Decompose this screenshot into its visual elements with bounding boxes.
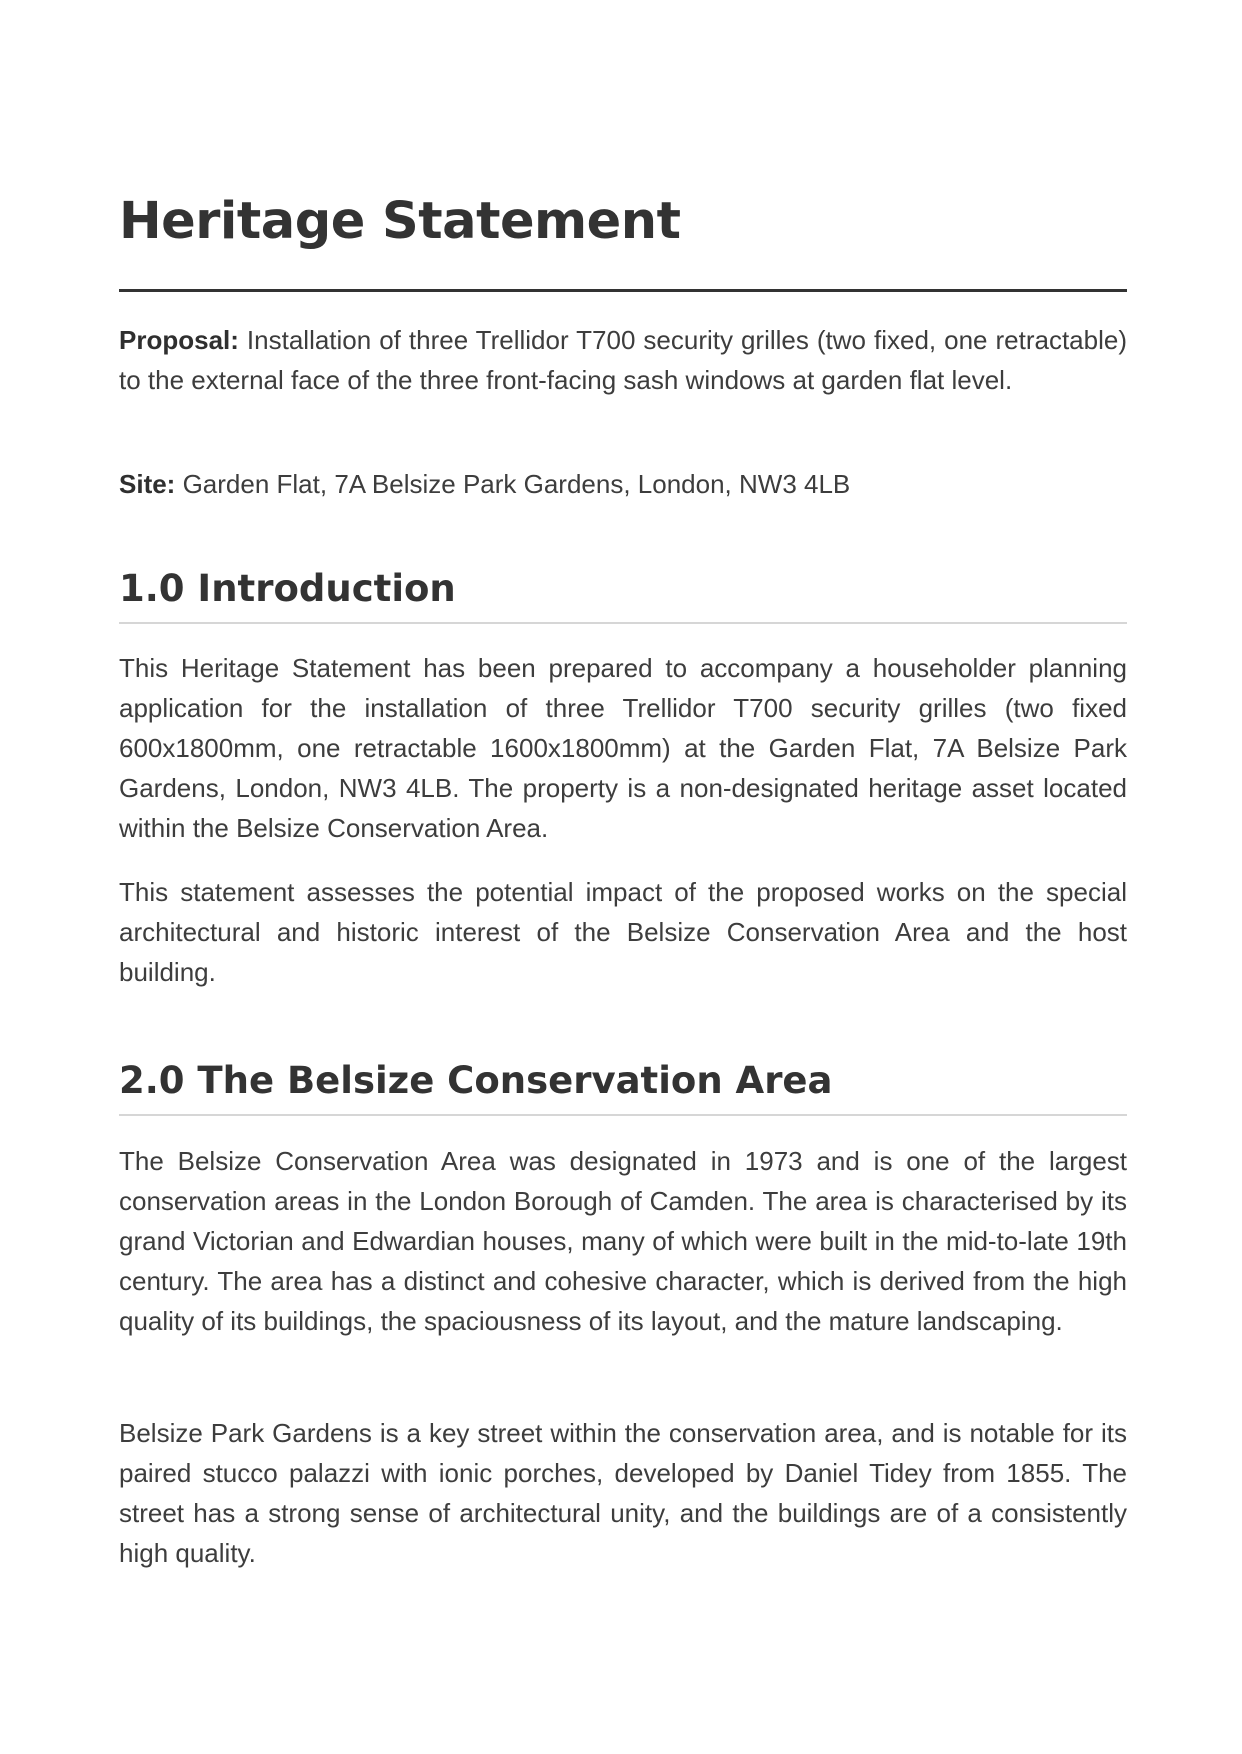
title-divider	[119, 289, 1127, 292]
conservation-paragraph-1: The Belsize Conservation Area was designated in 1973 and is one of the largest conservation areas in the London Borough of Camden. The area is characterised by its grand Victorian and Edwardian houses, many of which were built in the mid-to-late 19th century. The area has a distinct and cohesive character, which is derived from the high quality of its buildings, the spaciousness of its layout, and the mature landscaping.	[119, 1146, 1127, 1336]
proposal-text: Installation of three Trellidor T700 security grilles (two fixed, one retractable) to the external face of the three front-facing sash windows at garden flat level.	[119, 325, 1127, 395]
introduction-paragraph-2: This statement assesses the potential impact of the proposed works on the special architectural and historic interest of the Belsize Conservation Area and the host building.	[119, 877, 1127, 987]
conservation-paragraph-2: Belsize Park Gardens is a key street within the conservation area, and is notable for its paired stucco palazzi with ionic porches, developed by Daniel Tidey from 1855. The street has a strong sense of architectural unity, and the buildings are of a consistently high quality.	[119, 1418, 1127, 1568]
site-line	[119, 464, 1127, 504]
section-heading-conservation-area: 2.0 The Belsize Conservation Area	[119, 1059, 833, 1102]
site-label: Site:	[119, 469, 176, 499]
section-divider	[119, 622, 1127, 624]
site-text: Garden Flat, 7A Belsize Park Gardens, London, NW3 4LB	[182, 469, 851, 499]
section-heading-introduction: 1.0 Introduction	[119, 567, 456, 610]
section-divider	[119, 1114, 1127, 1116]
proposal-label: Proposal:	[119, 325, 239, 355]
proposal-line	[119, 320, 1127, 400]
document-title: Heritage Statement	[119, 192, 681, 251]
introduction-paragraph-1: This Heritage Statement has been prepared to accompany a householder planning application for the installation of three Trellidor T700 security grilles (two fixed 600x1800mm, one retractable 1600x1800mm) at the Garden Flat, 7A Belsize Park Gardens, London, NW3 4LB. The property is a non-designated heritage asset located within the Belsize Conservation Area.	[119, 653, 1127, 843]
